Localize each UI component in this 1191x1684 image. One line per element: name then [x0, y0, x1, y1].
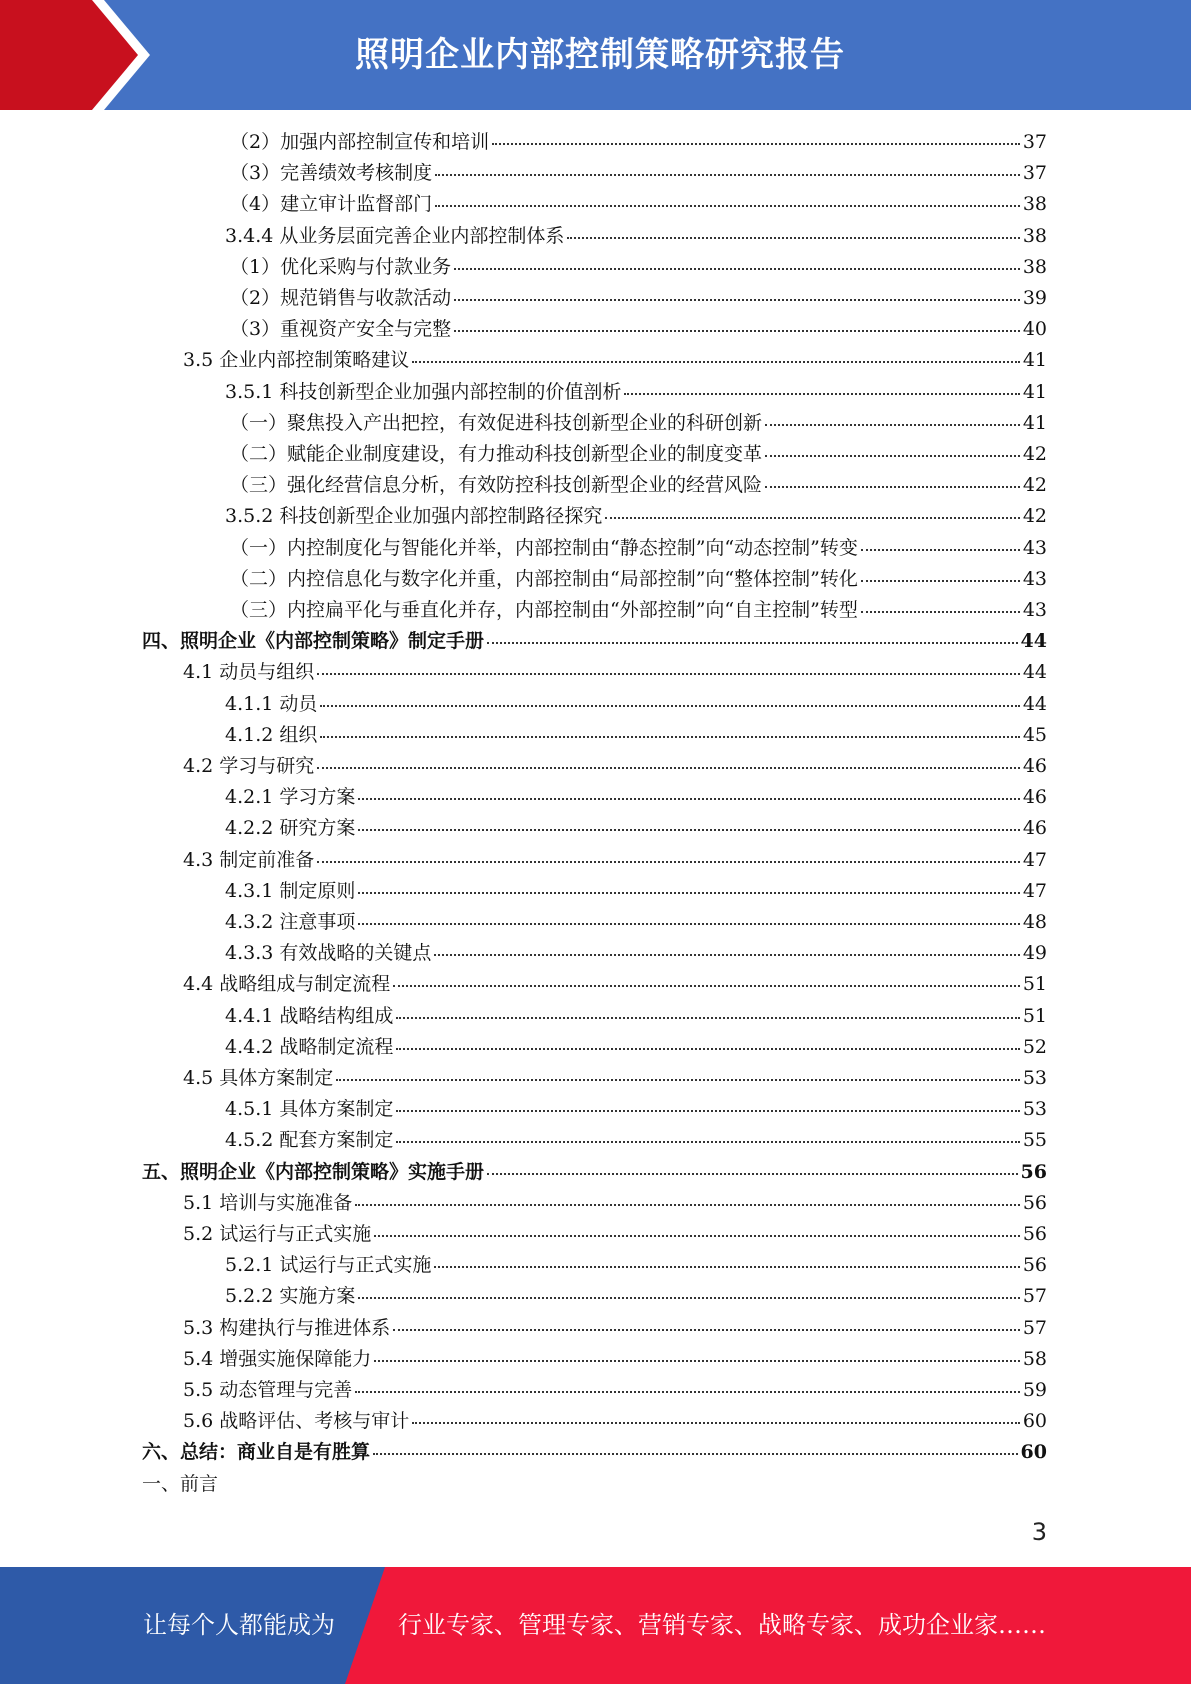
toc-entry[interactable]	[225, 1250, 1047, 1281]
toc-entry[interactable]	[225, 501, 1047, 532]
toc-entry-page: 42	[1022, 505, 1047, 528]
toc-entry[interactable]	[183, 1375, 1047, 1406]
toc-entry-label: 5.5 动态管理与完善	[183, 1379, 353, 1401]
toc-entry-page: 51	[1022, 973, 1047, 996]
toc-entry-page: 49	[1022, 942, 1047, 965]
page-footer	[0, 1567, 1191, 1684]
toc-entry-label: 4.5.1 具体方案制定	[225, 1098, 394, 1121]
toc-entry[interactable]	[225, 938, 1047, 969]
toc-entry-page: 43	[1022, 567, 1047, 590]
toc-entry-page: 56	[1022, 1191, 1047, 1214]
toc-dot-leader	[374, 1359, 1020, 1362]
toc-entry[interactable]	[225, 907, 1047, 938]
toc-entry-page: 44	[1020, 630, 1047, 653]
toc-dot-leader	[358, 891, 1019, 894]
toc-dot-leader	[396, 1047, 1019, 1050]
toc-entry-page: 45	[1022, 723, 1047, 746]
toc-entry[interactable]	[183, 751, 1047, 782]
toc-dot-leader	[765, 454, 1020, 457]
toc-dot-leader	[358, 828, 1019, 831]
toc-entry-page: 38	[1022, 193, 1047, 216]
toc-dot-leader	[861, 610, 1020, 613]
toc-entry-label: 3.5.1 科技创新型企业加强内部控制的价值剖析	[225, 380, 622, 403]
toc-entry-label: （2）加强内部控制宣传和培训	[230, 131, 490, 153]
toc-entry-page: 42	[1022, 443, 1047, 465]
toc-entry-label: 5.2.2 实施方案	[225, 1285, 356, 1308]
toc-dot-leader	[454, 329, 1020, 332]
toc-entry-label: 4.1 动员与组织	[183, 661, 315, 684]
toc-dot-leader	[454, 267, 1020, 270]
footer-slogan-left: 让每个人都能成为	[143, 1611, 335, 1639]
toc-entry[interactable]	[225, 813, 1047, 844]
toc-entry-page: 37	[1022, 162, 1047, 185]
toc-entry[interactable]	[142, 1157, 1047, 1188]
toc-entry-label: 4.2.2 研究方案	[225, 817, 356, 840]
toc-entry-page: 51	[1022, 1004, 1047, 1027]
toc-entry[interactable]	[225, 876, 1047, 907]
toc-entry-label: 3.5 企业内部控制策略建议	[183, 349, 410, 372]
toc-entry[interactable]	[225, 1001, 1047, 1032]
toc-entry-page: 46	[1022, 817, 1047, 840]
toc-dot-leader	[434, 1265, 1019, 1268]
toc-entry-page: 47	[1022, 879, 1047, 902]
toc-entry-label: 5.4 增强实施保障能力	[183, 1347, 372, 1370]
toc-dot-leader	[358, 1296, 1019, 1299]
toc-dot-leader	[317, 860, 1020, 863]
toc-entry-page: 53	[1022, 1098, 1047, 1121]
toc-entry-label: 4.1.2 组织	[225, 723, 318, 746]
toc-entry-page: 46	[1022, 786, 1047, 809]
toc-dot-leader	[492, 142, 1020, 145]
toc-entry[interactable]	[230, 252, 1047, 283]
toc-entry-label: 4.4 战略组成与制定流程	[183, 973, 391, 996]
toc-dot-leader	[434, 953, 1019, 956]
page-header	[0, 0, 1191, 110]
toc-entry-page: 47	[1022, 848, 1047, 871]
toc-entry-label: 五、照明企业《内部控制策略》实施手册	[142, 1160, 485, 1183]
toc-entry[interactable]	[142, 1437, 1047, 1468]
toc-entry[interactable]	[183, 845, 1047, 876]
toc-entry[interactable]	[183, 969, 1047, 1000]
toc-entry-page: 57	[1022, 1285, 1047, 1308]
toc-entry[interactable]	[183, 1313, 1047, 1344]
toc-entry-label: 4.3 制定前准备	[183, 848, 315, 871]
toc-dot-leader	[320, 704, 1019, 707]
toc-entry[interactable]	[225, 1094, 1047, 1125]
toc-dot-leader	[487, 1172, 1018, 1175]
toc-dot-leader	[861, 548, 1020, 551]
toc-dot-leader	[336, 1078, 1020, 1081]
toc-entry-page: 40	[1022, 318, 1047, 341]
toc-entry-label: （三）内控扁平化与垂直化并存，内部控制由“外部控制”向“自主控制”转型	[230, 599, 858, 621]
toc-entry-label: 5.3 构建执行与推进体系	[183, 1316, 391, 1339]
toc-entry-label: 4.5.2 配套方案制定	[225, 1129, 394, 1152]
toc-entry-label: 5.1 培训与实施准备	[183, 1191, 353, 1214]
toc-dot-leader	[317, 672, 1020, 675]
toc-entry-label: （一）聚焦投入产出把控，有效促进科技创新型企业的科研创新	[230, 411, 763, 434]
toc-dot-leader	[861, 579, 1020, 582]
toc-entry-page: 43	[1022, 536, 1047, 559]
toc-dot-leader	[317, 766, 1020, 769]
toc-entry[interactable]	[230, 127, 1047, 158]
toc-entry[interactable]	[183, 1188, 1047, 1219]
toc-dot-leader	[624, 392, 1019, 395]
toc-entry-page: 37	[1022, 131, 1047, 153]
toc-entry-page: 60	[1020, 1441, 1047, 1464]
toc-dot-leader	[396, 1140, 1019, 1143]
toc-entry-label: 3.4.4 从业务层面完善企业内部控制体系	[225, 224, 565, 247]
toc-entry[interactable]	[230, 408, 1047, 439]
toc-entry[interactable]	[225, 720, 1047, 751]
toc-entry-label: 4.3.2 注意事项	[225, 911, 356, 933]
toc-entry[interactable]	[225, 1032, 1047, 1063]
toc-entry-page: 38	[1022, 255, 1047, 278]
toc-dot-leader	[765, 485, 1020, 488]
toc-entry[interactable]	[230, 533, 1047, 564]
toc-entry-label: 4.4.1 战略结构组成	[225, 1004, 394, 1027]
toc-dot-leader	[605, 516, 1019, 519]
toc-dot-leader	[320, 735, 1019, 738]
toc-entry-page: 56	[1022, 1223, 1047, 1245]
toc-entry[interactable]	[230, 314, 1047, 345]
toc-entry-label: （4）建立审计监督部门	[230, 193, 433, 216]
toc-dot-leader	[435, 204, 1020, 207]
toc-entry[interactable]	[183, 1344, 1047, 1375]
toc-entry[interactable]	[230, 595, 1047, 626]
toc-entry-page: 56	[1020, 1160, 1047, 1183]
document-title: 照明企业内部控制策略研究报告	[355, 35, 845, 75]
toc-entry-label: 四、照明企业《内部控制策略》制定手册	[142, 630, 485, 653]
toc-entry[interactable]	[142, 626, 1047, 657]
toc-entry[interactable]	[230, 439, 1047, 470]
toc-dot-leader	[358, 922, 1019, 925]
toc-dot-leader	[393, 1328, 1020, 1331]
toc-entry-label: （3）重视资产安全与完整	[230, 318, 452, 341]
toc-entry-page: 41	[1022, 380, 1047, 403]
toc-entry-label: （二）赋能企业制度建设，有力推动科技创新型企业的制度变革	[230, 443, 763, 465]
toc-entry-label: 4.3.3 有效战略的关键点	[225, 942, 432, 965]
toc-entry[interactable]	[225, 782, 1047, 813]
toc-entry-page: 52	[1022, 1035, 1047, 1058]
toc-dot-leader	[355, 1203, 1020, 1206]
toc-dot-leader	[396, 1109, 1019, 1112]
toc-dot-leader	[412, 360, 1020, 363]
toc-dot-leader	[393, 984, 1020, 987]
toc-entry[interactable]	[183, 657, 1047, 688]
toc-entry-page: 38	[1022, 224, 1047, 247]
toc-entry-label: （一）内控制度化与智能化并举，内部控制由“静态控制”向“动态控制”转变	[230, 536, 858, 559]
toc-entry[interactable]	[183, 1063, 1047, 1094]
toc-entry-label: 4.4.2 战略制定流程	[225, 1035, 394, 1058]
toc-entry-page: 41	[1022, 411, 1047, 434]
toc-dot-leader	[396, 1016, 1019, 1019]
toc-entry-page: 56	[1022, 1254, 1047, 1277]
toc-entry[interactable]	[230, 470, 1047, 501]
toc-entry-page: 55	[1022, 1129, 1047, 1152]
toc-entry-page: 39	[1022, 287, 1047, 309]
toc-dot-leader	[567, 236, 1019, 239]
toc-entry-page: 59	[1022, 1379, 1047, 1401]
toc-trailing-line: 一、前言	[142, 1472, 219, 1495]
toc-entry[interactable]	[183, 1406, 1047, 1437]
toc-entry-label: 4.3.1 制定原则	[225, 879, 356, 902]
toc-entry-label: 5.6 战略评估、考核与审计	[183, 1410, 410, 1433]
page-number: 3	[1031, 1518, 1047, 1546]
toc-dot-leader	[373, 1452, 1018, 1455]
toc-entry-page: 48	[1022, 911, 1047, 933]
toc-entry-page: 44	[1022, 661, 1047, 684]
footer-slogan-right: 行业专家、管理专家、营销专家、战略专家、成功企业家……	[398, 1611, 1046, 1639]
toc-entry-label: 4.2.1 学习方案	[225, 786, 356, 809]
toc-entry-label: （二）内控信息化与数字化并重，内部控制由“局部控制”向“整体控制”转化	[230, 567, 858, 590]
toc-entry[interactable]	[225, 221, 1047, 252]
toc-entry[interactable]	[230, 564, 1047, 595]
toc-entry-label: （2）规范销售与收款活动	[230, 287, 452, 309]
header-chevron-decoration	[0, 0, 170, 110]
toc-entry-page: 53	[1022, 1067, 1047, 1089]
toc-entry-label: （1）优化采购与付款业务	[230, 255, 452, 278]
toc-entry[interactable]	[230, 158, 1047, 189]
toc-entry-label: 六、总结：商业自是有胜算	[142, 1441, 371, 1464]
toc-entry-label: 4.2 学习与研究	[183, 755, 315, 777]
toc-dot-leader	[412, 1421, 1020, 1424]
toc-dot-leader	[358, 797, 1019, 800]
toc-entry-page: 46	[1022, 755, 1047, 777]
toc-entry-page: 58	[1022, 1347, 1047, 1370]
toc-dot-leader	[487, 641, 1018, 644]
toc-entry-label: （3）完善绩效考核制度	[230, 162, 433, 185]
toc-entry-page: 44	[1022, 692, 1047, 715]
toc-entry[interactable]	[183, 345, 1047, 376]
toc-dot-leader	[454, 298, 1020, 301]
toc-entry-page: 41	[1022, 349, 1047, 372]
toc-entry-label: 4.5 具体方案制定	[183, 1067, 334, 1089]
toc-entry[interactable]	[230, 189, 1047, 220]
toc-entry-page: 43	[1022, 599, 1047, 621]
toc-entry-label: 4.1.1 动员	[225, 692, 318, 715]
toc-entry[interactable]	[230, 283, 1047, 314]
toc-entry[interactable]	[225, 689, 1047, 720]
toc-entry[interactable]	[225, 377, 1047, 408]
toc-entry[interactable]	[183, 1219, 1047, 1250]
toc-dot-leader	[374, 1234, 1020, 1237]
toc-entry-label: 5.2 试运行与正式实施	[183, 1223, 372, 1245]
toc-dot-leader	[765, 423, 1020, 426]
toc-entry-page: 57	[1022, 1316, 1047, 1339]
toc-dot-leader	[435, 173, 1020, 176]
toc-dot-leader	[355, 1390, 1020, 1393]
toc-entry[interactable]	[225, 1281, 1047, 1312]
toc-entry-label: 5.2.1 试运行与正式实施	[225, 1254, 432, 1277]
toc-entry-label: （三）强化经营信息分析，有效防控科技创新型企业的经营风险	[230, 474, 763, 497]
toc-entry-page: 60	[1022, 1410, 1047, 1433]
toc-entry-page: 42	[1022, 474, 1047, 497]
toc-entry[interactable]	[225, 1125, 1047, 1156]
toc-entry-label: 3.5.2 科技创新型企业加强内部控制路径探究	[225, 505, 603, 528]
